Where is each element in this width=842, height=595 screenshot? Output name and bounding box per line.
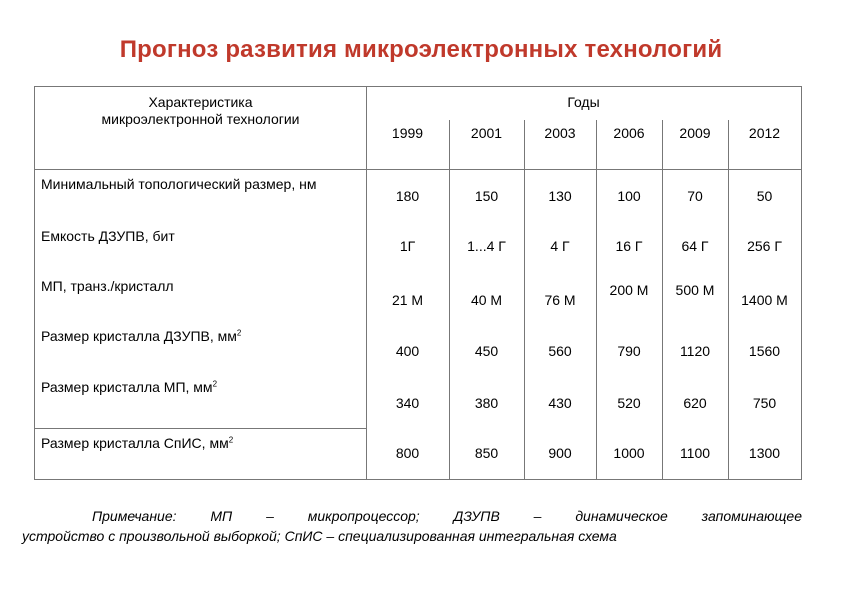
table-cell: 40 М	[470, 292, 503, 308]
column-divider	[596, 120, 597, 479]
year-header: 2006	[613, 125, 645, 141]
row-divider	[35, 428, 366, 429]
table-cell: 1...4 Г	[467, 238, 506, 254]
column-divider	[662, 120, 663, 479]
year-header: 2009	[679, 125, 711, 141]
page-title: Прогноз развития микроэлектронных технологий	[119, 36, 723, 63]
table-cell: 620	[683, 395, 707, 411]
footnote-line2: устройство с произвольной выборкой; СпИС – специализированная интегральная схема	[22, 528, 617, 544]
header-characteristic: Характеристика микроэлектронной технологии	[101, 94, 300, 127]
footnote	[22, 506, 802, 546]
table-cell: 256 Г	[747, 238, 782, 254]
table-cell: 1120	[679, 343, 711, 359]
row-label-asic-die-size: Размер кристалла СпИС, $мм^2$	[41, 435, 234, 451]
table-cell: 1300	[748, 445, 781, 461]
table-cell: 1Г	[399, 238, 416, 254]
year-header: 2012	[748, 125, 781, 141]
table-cell: 100	[617, 188, 641, 204]
table-cell: 520	[617, 395, 641, 411]
header-years: Годы	[567, 94, 600, 110]
table-cell: 800	[395, 445, 420, 461]
year-header: 1999	[391, 125, 424, 141]
table-cell: 70	[687, 188, 703, 204]
column-divider	[366, 87, 367, 479]
table-cell: 790	[617, 343, 641, 359]
table-cell: 450	[474, 343, 499, 359]
table-cell: 1100	[679, 445, 711, 461]
year-header: 2001	[470, 125, 503, 141]
year-header: 2003	[544, 125, 576, 141]
table-cell: 750	[752, 395, 777, 411]
table-cell: 1560	[748, 343, 781, 359]
table-cell: 1400 М	[741, 292, 788, 308]
table-cell: 430	[548, 395, 572, 411]
table-cell: 180	[395, 188, 420, 204]
table-cell: 1000	[613, 445, 645, 461]
row-label-dram-capacity: Емкость ДЗУПВ, бит	[41, 228, 175, 244]
table-cell: 400	[395, 343, 420, 359]
table-cell: 21 М	[391, 292, 424, 308]
table-cell: 130	[548, 188, 572, 204]
table-cell: 50	[756, 188, 773, 204]
table-cell: 150	[474, 188, 499, 204]
forecast-table	[34, 86, 802, 480]
table-cell: 560	[548, 343, 572, 359]
row-label-mp-die-size: Размер кристалла МП, $мм^2$	[41, 379, 218, 395]
table-cell: 200 М	[609, 282, 649, 298]
table-cell: 4 Г	[550, 238, 570, 254]
table-cell: 900	[548, 445, 572, 461]
row-label-mp-transistors: МП, транз./кристалл	[41, 278, 174, 294]
table-cell: 16 Г	[615, 238, 643, 254]
table-cell: 380	[474, 395, 499, 411]
table-cell: 76 М	[544, 292, 576, 308]
table-cell: 850	[474, 445, 499, 461]
table-cell: 340	[395, 395, 420, 411]
table-cell: 64 Г	[681, 238, 709, 254]
row-label-min-size: Минимальный топологический размер, нм	[41, 176, 317, 192]
row-label-dram-die-size: Размер кристалла ДЗУПВ, $мм^2$	[41, 328, 242, 344]
header-divider	[35, 169, 801, 170]
footnote-line1: Примечание: МП – микропроцессор; ДЗУПВ – динамическое запоминающее	[92, 508, 802, 524]
table-cell: 500 М	[675, 282, 715, 298]
